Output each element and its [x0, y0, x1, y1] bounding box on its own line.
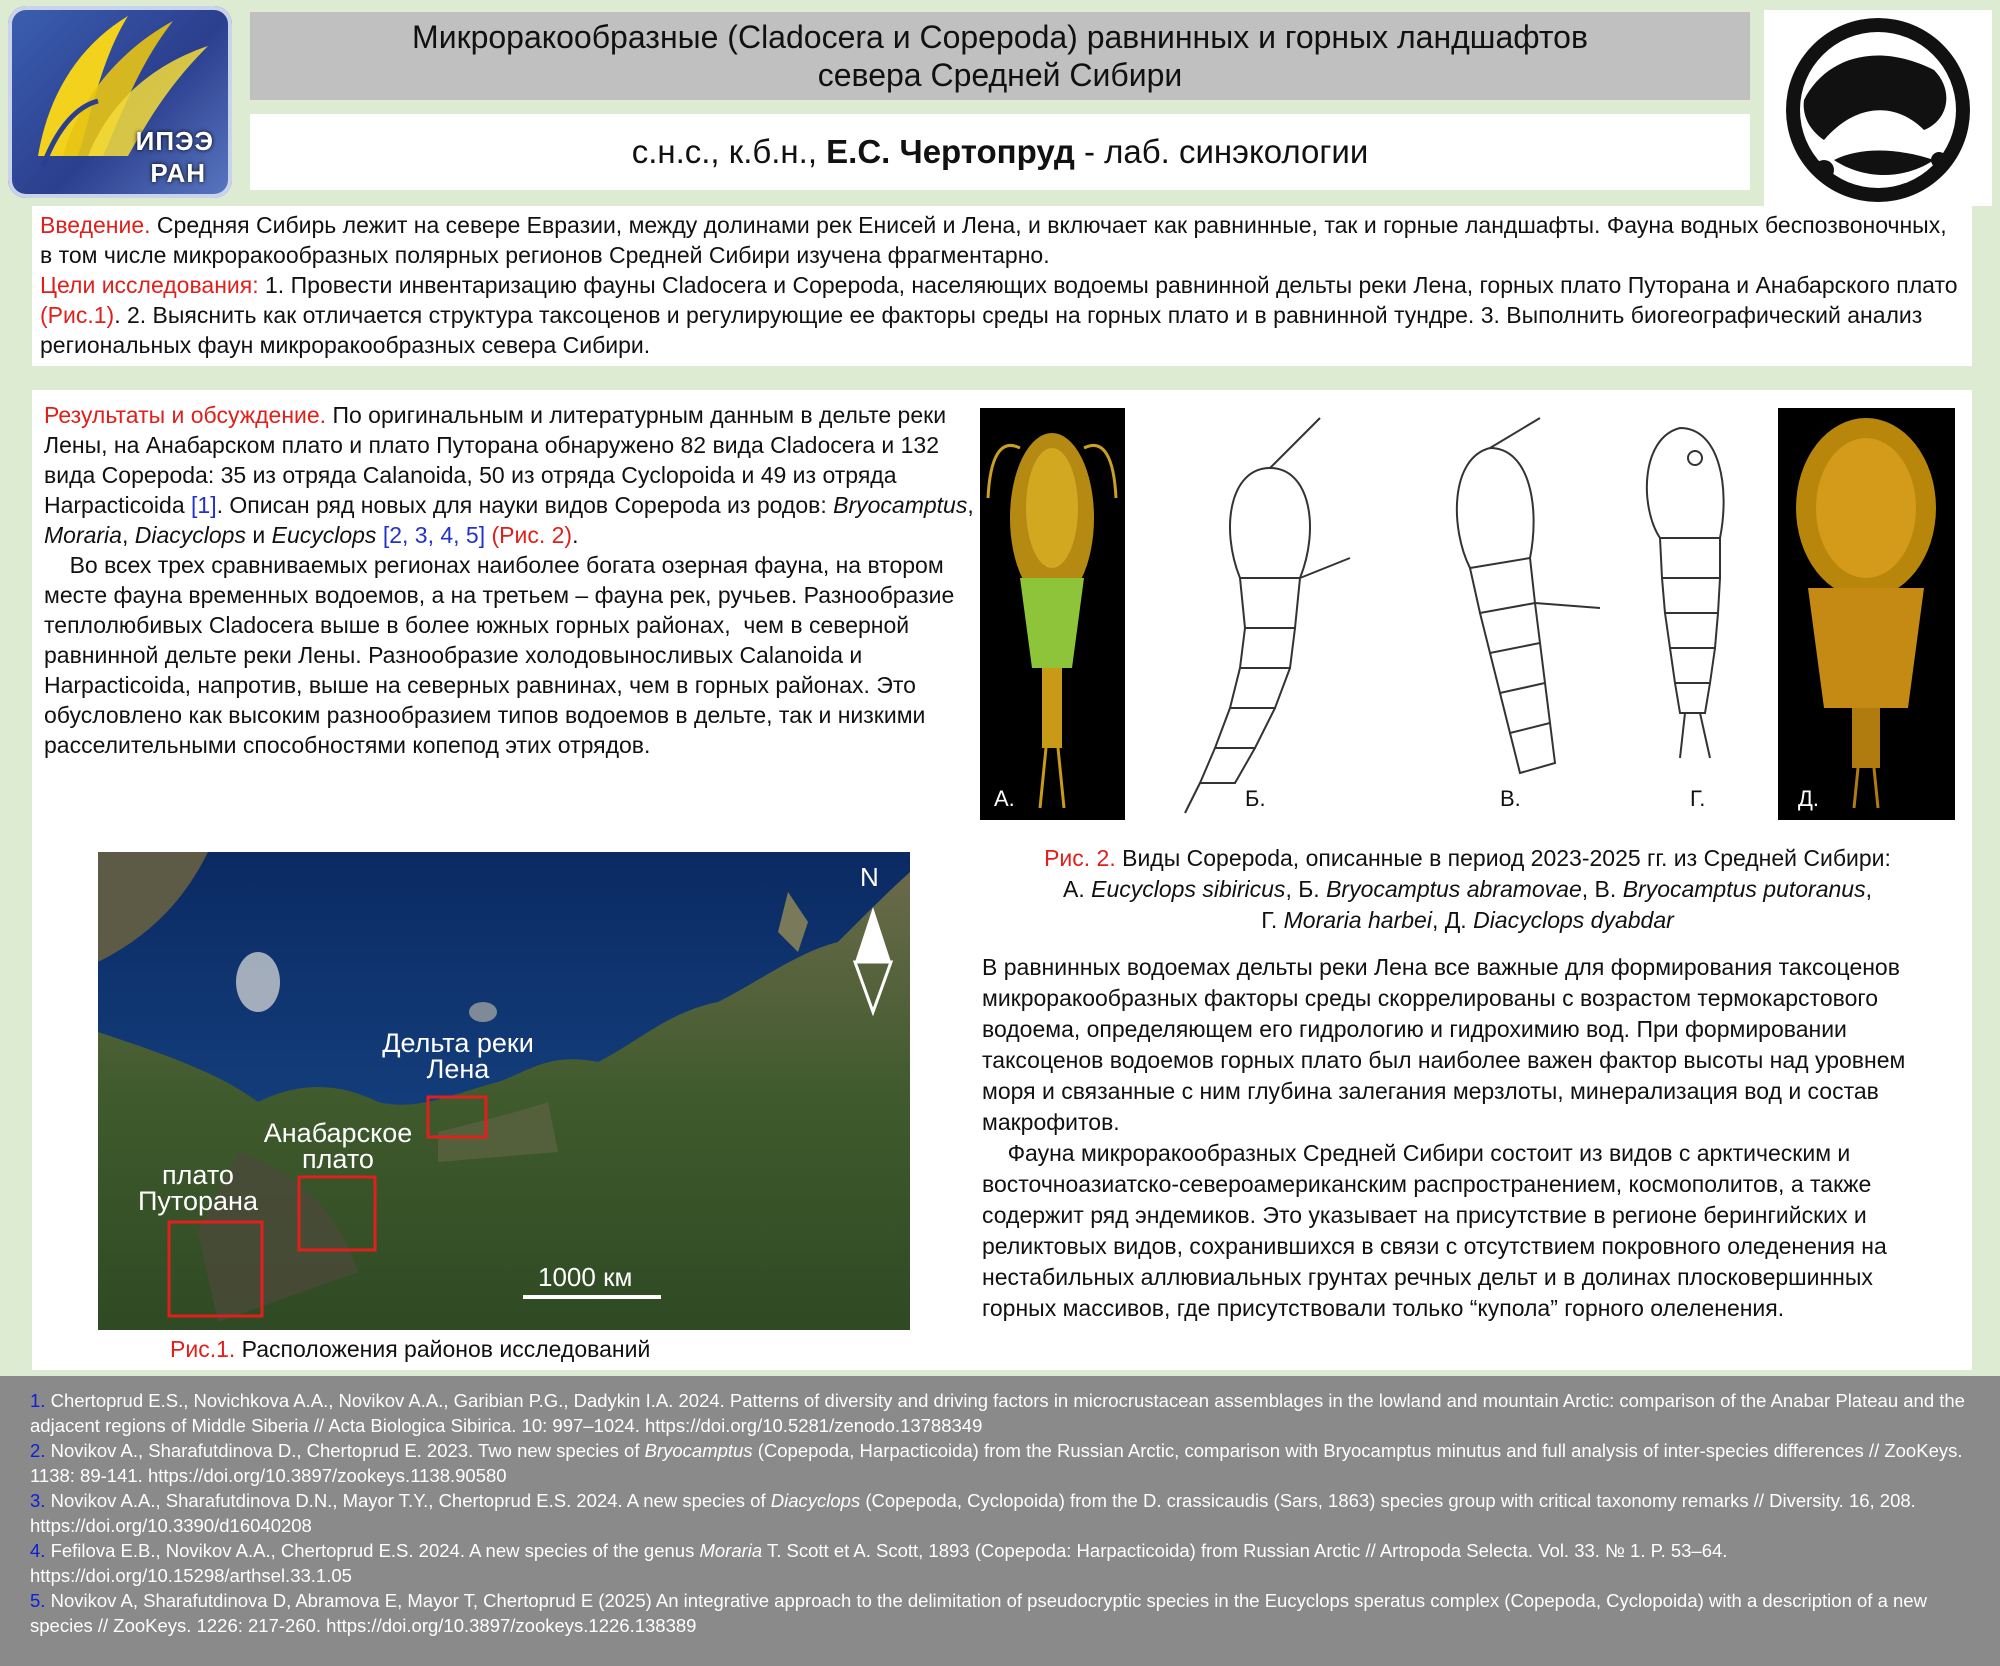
- results-ref-2: [2, 3, 4, 5]: [376, 522, 486, 548]
- reference-4-genus: Moraria: [699, 1540, 763, 1561]
- results-fig-ref: (Рис. 2): [485, 522, 573, 548]
- species-5: Diacyclops dyabdar: [1473, 907, 1674, 933]
- copepod-photo-a-icon: [980, 408, 1125, 820]
- reference-1-text: Chertoprud E.S., Novichkova A.A., Novikov A.A., Garibian P.G., Dadykin I.A. 2024. Patterns of diversity and driving factors in microcrustacean assemblages in the lowland and mountain Arctic: comparison of the Anabar Plateau and the adjacent regions of Middle Siberia // Acta Biologica Sibirica. 10: 997–1024. https://doi.org/10.5281/zenodo.13788349: [30, 1390, 1965, 1436]
- results-section: [44, 400, 984, 760]
- figure-2-caption: [975, 843, 1960, 936]
- intro-text: Средняя Сибирь лежит на севере Евразии, между долинами рек Енисей и Лена, и включает как равнинные, так и горные ландшафты. Фауна водных беспозвоночных, в том числе микроракообразных полярных регионов Средней Сибири изучена фрагментарно.: [40, 212, 1947, 268]
- species-drawing-g: [1620, 408, 1770, 820]
- logo-line2: РАН: [150, 158, 206, 188]
- species-2: Bryocamptus abramovae: [1326, 876, 1582, 902]
- fig2-caption-label: Рис. 2.: [1044, 845, 1116, 871]
- reference-3-text-a: Novikov A.A., Sharafutdinova D.N., Mayor T.Y., Chertoprud E.S. 2024. A new species of: [45, 1490, 771, 1511]
- title-line-2: севера Средней Сибири: [817, 57, 1183, 93]
- species-3: Bryocamptus putoranus: [1622, 876, 1866, 902]
- reference-3-genus: Diacyclops: [770, 1490, 861, 1511]
- lab-emblem: [1764, 10, 1992, 206]
- reference-5-text: Novikov A, Sharafutdinova D, Abramova E, Mayor T, Chertoprud E (2025) An integrative approach to the delimitation of pseudocryptic species in the Eucyclops speratus complex (Copepoda, Cyclopoida) with a description of a new species // ZooKeys. 1226: 217-260. https://doi.org/10.3897/zookeys.1226.138389: [30, 1590, 1927, 1636]
- label-b: Б.: [1245, 786, 1266, 811]
- results-ref-1: [1]: [191, 492, 217, 518]
- results-text-a: По оригинальным и литературным данным в дельте реки Лены, на Анабарском плато и плато Путорана обнаружено 82 вида Cladocera и 132 вида Copepoda: 35 из отряда Calanoida, 50 из отряда Cyclopoida и 49 из отряда Harpacticoida: [44, 402, 947, 518]
- goals-text-1: 1. Провести инвентаризацию фауны Cladocera и Copepoda, населяющих водоемы равнинной дельты реки Лена, горных плато Путорана и Анабарского плато: [258, 272, 1958, 298]
- species-photo-d: [1778, 408, 1955, 820]
- reference-2-text-b: (Copepoda, Harpacticoida) from the Russian Arctic, comparison with Bryocamptus minutus and full analysis of inter-species differences // ZooKeys. 1138: 89-141. https://doi.org/10.3897/zookeys.1138.90580: [30, 1440, 1963, 1486]
- discussion-paragraph-1: В равнинных водоемах дельты реки Лена все важные для формирования таксоценов микроракообразных факторы среды скоррелированы с возрастом термокарстового водоема, определяющем его гидрологию и гидрохимию вод. При формировании таксоценов водоемов горных плато был наиболее важен фактор высоты над уровнем моря и связанные с ним глубина залегания мерзлоты, минерализация вод и состав макрофитов.: [982, 954, 1906, 1135]
- genus-sep-and: и: [245, 522, 272, 548]
- delta-label: [378, 1030, 538, 1082]
- title-line-1: Микроракообразные (Cladocera и Copepoda) равнинных и горных ландшафтов: [412, 19, 1588, 55]
- genus-moraria: Moraria: [44, 522, 122, 548]
- compass-label: N: [860, 862, 879, 892]
- fig2-caption-text: Виды Copepoda, описанные в период 2023-2025 гг. из Средней Сибири:: [1115, 845, 1891, 871]
- results-paragraph-2: Во всех трех сравниваемых регионах наиболее богата озерная фауна, на втором месте фауна временных водоемов, а на третьем – фауна рек, ручьев. Разнообразие теплолюбивых Cladocera выше в более южных горных районах, чем в северной равнинной дельте реки Лены. Разнообразие холодовыносливых Calanoida и Harpacticoida, напротив, выше на северных равнинах, чем в горных районах. Это обусловлено как высоким разнообразием типов водоемов в дельте, так и низкими расселительными способностями копепод этих отрядов.: [44, 552, 961, 758]
- species-1: Eucyclops sibiricus: [1091, 876, 1286, 902]
- reference-1: [30, 1388, 1970, 1438]
- reference-4-number: 4.: [30, 1540, 46, 1561]
- copepod-photo-d-icon: [1778, 408, 1955, 820]
- sp1-letter: А.: [1063, 876, 1092, 902]
- reference-4-text-b: T. Scott et A. Scott, 1893 (Copepoda: Harpacticoida) from Russian Arctic // Artropoda Selecta. Vol. 33. № 1. P. 53–64. https://doi.org/10.15298/arthsel.33.1.05: [30, 1540, 1728, 1586]
- sp4-letter: Г.: [1261, 907, 1284, 933]
- reference-2-genus: Bryocamptus: [644, 1440, 753, 1461]
- satellite-map: [98, 852, 910, 1330]
- genus-diacyclops: Diacyclops: [134, 522, 246, 548]
- species-4: Moraria harbei: [1283, 907, 1432, 933]
- sp5-letter: , Д.: [1431, 907, 1474, 933]
- genus-bryocamptus: Bryocamptus: [833, 492, 968, 518]
- results-paragraph-1: [44, 400, 984, 550]
- label-d: Д.: [1798, 786, 1820, 811]
- reference-3-number: 3.: [30, 1490, 46, 1511]
- reference-2: [30, 1438, 1970, 1488]
- putorana-label: [128, 1162, 268, 1214]
- author-prefix: с.н.с., к.б.н.,: [631, 133, 827, 170]
- sp3-letter: , В.: [1581, 876, 1623, 902]
- species-drawing-b: [1170, 408, 1360, 820]
- reference-4-text-a: Fefilova E.B., Novikov A.A., Chertoprud E.S. 2024. A new species of the genus: [45, 1540, 700, 1561]
- figure-2-species: [980, 408, 1955, 820]
- species-drawing-v: [1420, 408, 1610, 820]
- goals-label: Цели исследования:: [40, 272, 259, 298]
- goals-fig-ref: (Рис.1): [40, 302, 115, 328]
- poster-title: [250, 18, 1750, 94]
- putorana-label-line2: Путорана: [138, 1186, 258, 1216]
- emblem-icon: [1764, 10, 1992, 206]
- fig1-caption-text: Расположения районов исследований: [235, 1336, 651, 1362]
- scale-label: 1000 км: [538, 1262, 633, 1292]
- anabar-label-line1: Анабарское: [263, 1118, 413, 1148]
- sp2-letter: , Б.: [1285, 876, 1327, 902]
- sp3-comma: ,: [1865, 876, 1872, 902]
- author-line: [250, 114, 1750, 190]
- anabar-label-line2: плато: [302, 1144, 374, 1174]
- discussion-paragraph-2: Фауна микроракообразных Средней Сибири состоит из видов с арктическим и восточноазиатско-североамериканским распространением, космополитов, а также содержит ряд эндемиков. Это указывает на присутствие в регионе берингийских и реликтовых видов, сохранившихся в связи с отсутствием покровного оледенения на нестабильных аллювиальных грунтах речных дельт и в долинах плосковершинных горных массивов, где присутствовали только “купола” горного олеленения.: [982, 1140, 1894, 1321]
- genus-eucyclops: Eucyclops: [271, 522, 377, 548]
- intro-label: Введение.: [40, 212, 151, 238]
- goals-text-2: . 2. Выяснить как отличается структура таксоценов и регулирующие ее факторы среды на горных плато и в равнинной тундре. 3. Выполнить биогеографический анализ региональных фаун микроракообразных севера Сибири.: [40, 302, 1923, 358]
- study-area-map: [98, 852, 910, 1330]
- title-box: [250, 12, 1750, 100]
- putorana-label-line1: плато: [162, 1160, 234, 1190]
- copepod-drawing-v-icon: [1420, 408, 1610, 820]
- genus-sep: ,: [121, 522, 135, 548]
- label-v: В.: [1500, 786, 1521, 811]
- label-g: Г.: [1690, 786, 1706, 811]
- reference-3: [30, 1488, 1970, 1538]
- reference-3-text-b: (Copepoda, Cyclopoida) from the D. crassicaudis (Sars, 1863) species group with critical taxonomy remarks // Diversity. 16, 208. https://doi.org/10.3390/d16040208: [30, 1490, 1916, 1536]
- reference-5-number: 5.: [30, 1590, 46, 1611]
- author-name: Е.С. Чертопруд: [826, 133, 1075, 170]
- figure-1-caption: [170, 1334, 870, 1364]
- results-period: .: [572, 522, 579, 548]
- reference-2-number: 2.: [30, 1440, 46, 1461]
- label-a: А.: [994, 786, 1015, 811]
- copepod-drawing-b-icon: [1170, 408, 1360, 820]
- copepod-drawing-g-icon: [1620, 408, 1770, 820]
- logo-line1: ИПЭЭ: [135, 126, 214, 156]
- reference-5: [30, 1588, 1970, 1638]
- fig1-caption-label: Рис.1.: [170, 1336, 236, 1362]
- author-box: [250, 114, 1750, 190]
- delta-label-line2: Лена: [426, 1054, 490, 1084]
- species-photo-a: [980, 408, 1125, 820]
- reference-1-number: 1.: [30, 1390, 46, 1411]
- introduction-section: [32, 206, 1972, 366]
- anabar-label: [248, 1120, 428, 1172]
- references-section: [0, 1376, 2000, 1666]
- institute-logo: [8, 6, 232, 198]
- results-label: Результаты и обсуждение.: [44, 402, 327, 428]
- reference-2-text-a: Novikov A., Sharafutdinova D., Chertoprud E. 2023. Two new species of: [45, 1440, 645, 1461]
- author-suffix: - лаб. синэкологии: [1074, 133, 1369, 170]
- discussion-section: [982, 952, 1952, 1324]
- delta-label-line1: Дельта реки: [382, 1028, 534, 1058]
- reference-4: [30, 1538, 1970, 1588]
- genus-sep: ,: [967, 492, 974, 518]
- results-text-b: . Описан ряд новых для науки видов Copepoda из родов:: [216, 492, 834, 518]
